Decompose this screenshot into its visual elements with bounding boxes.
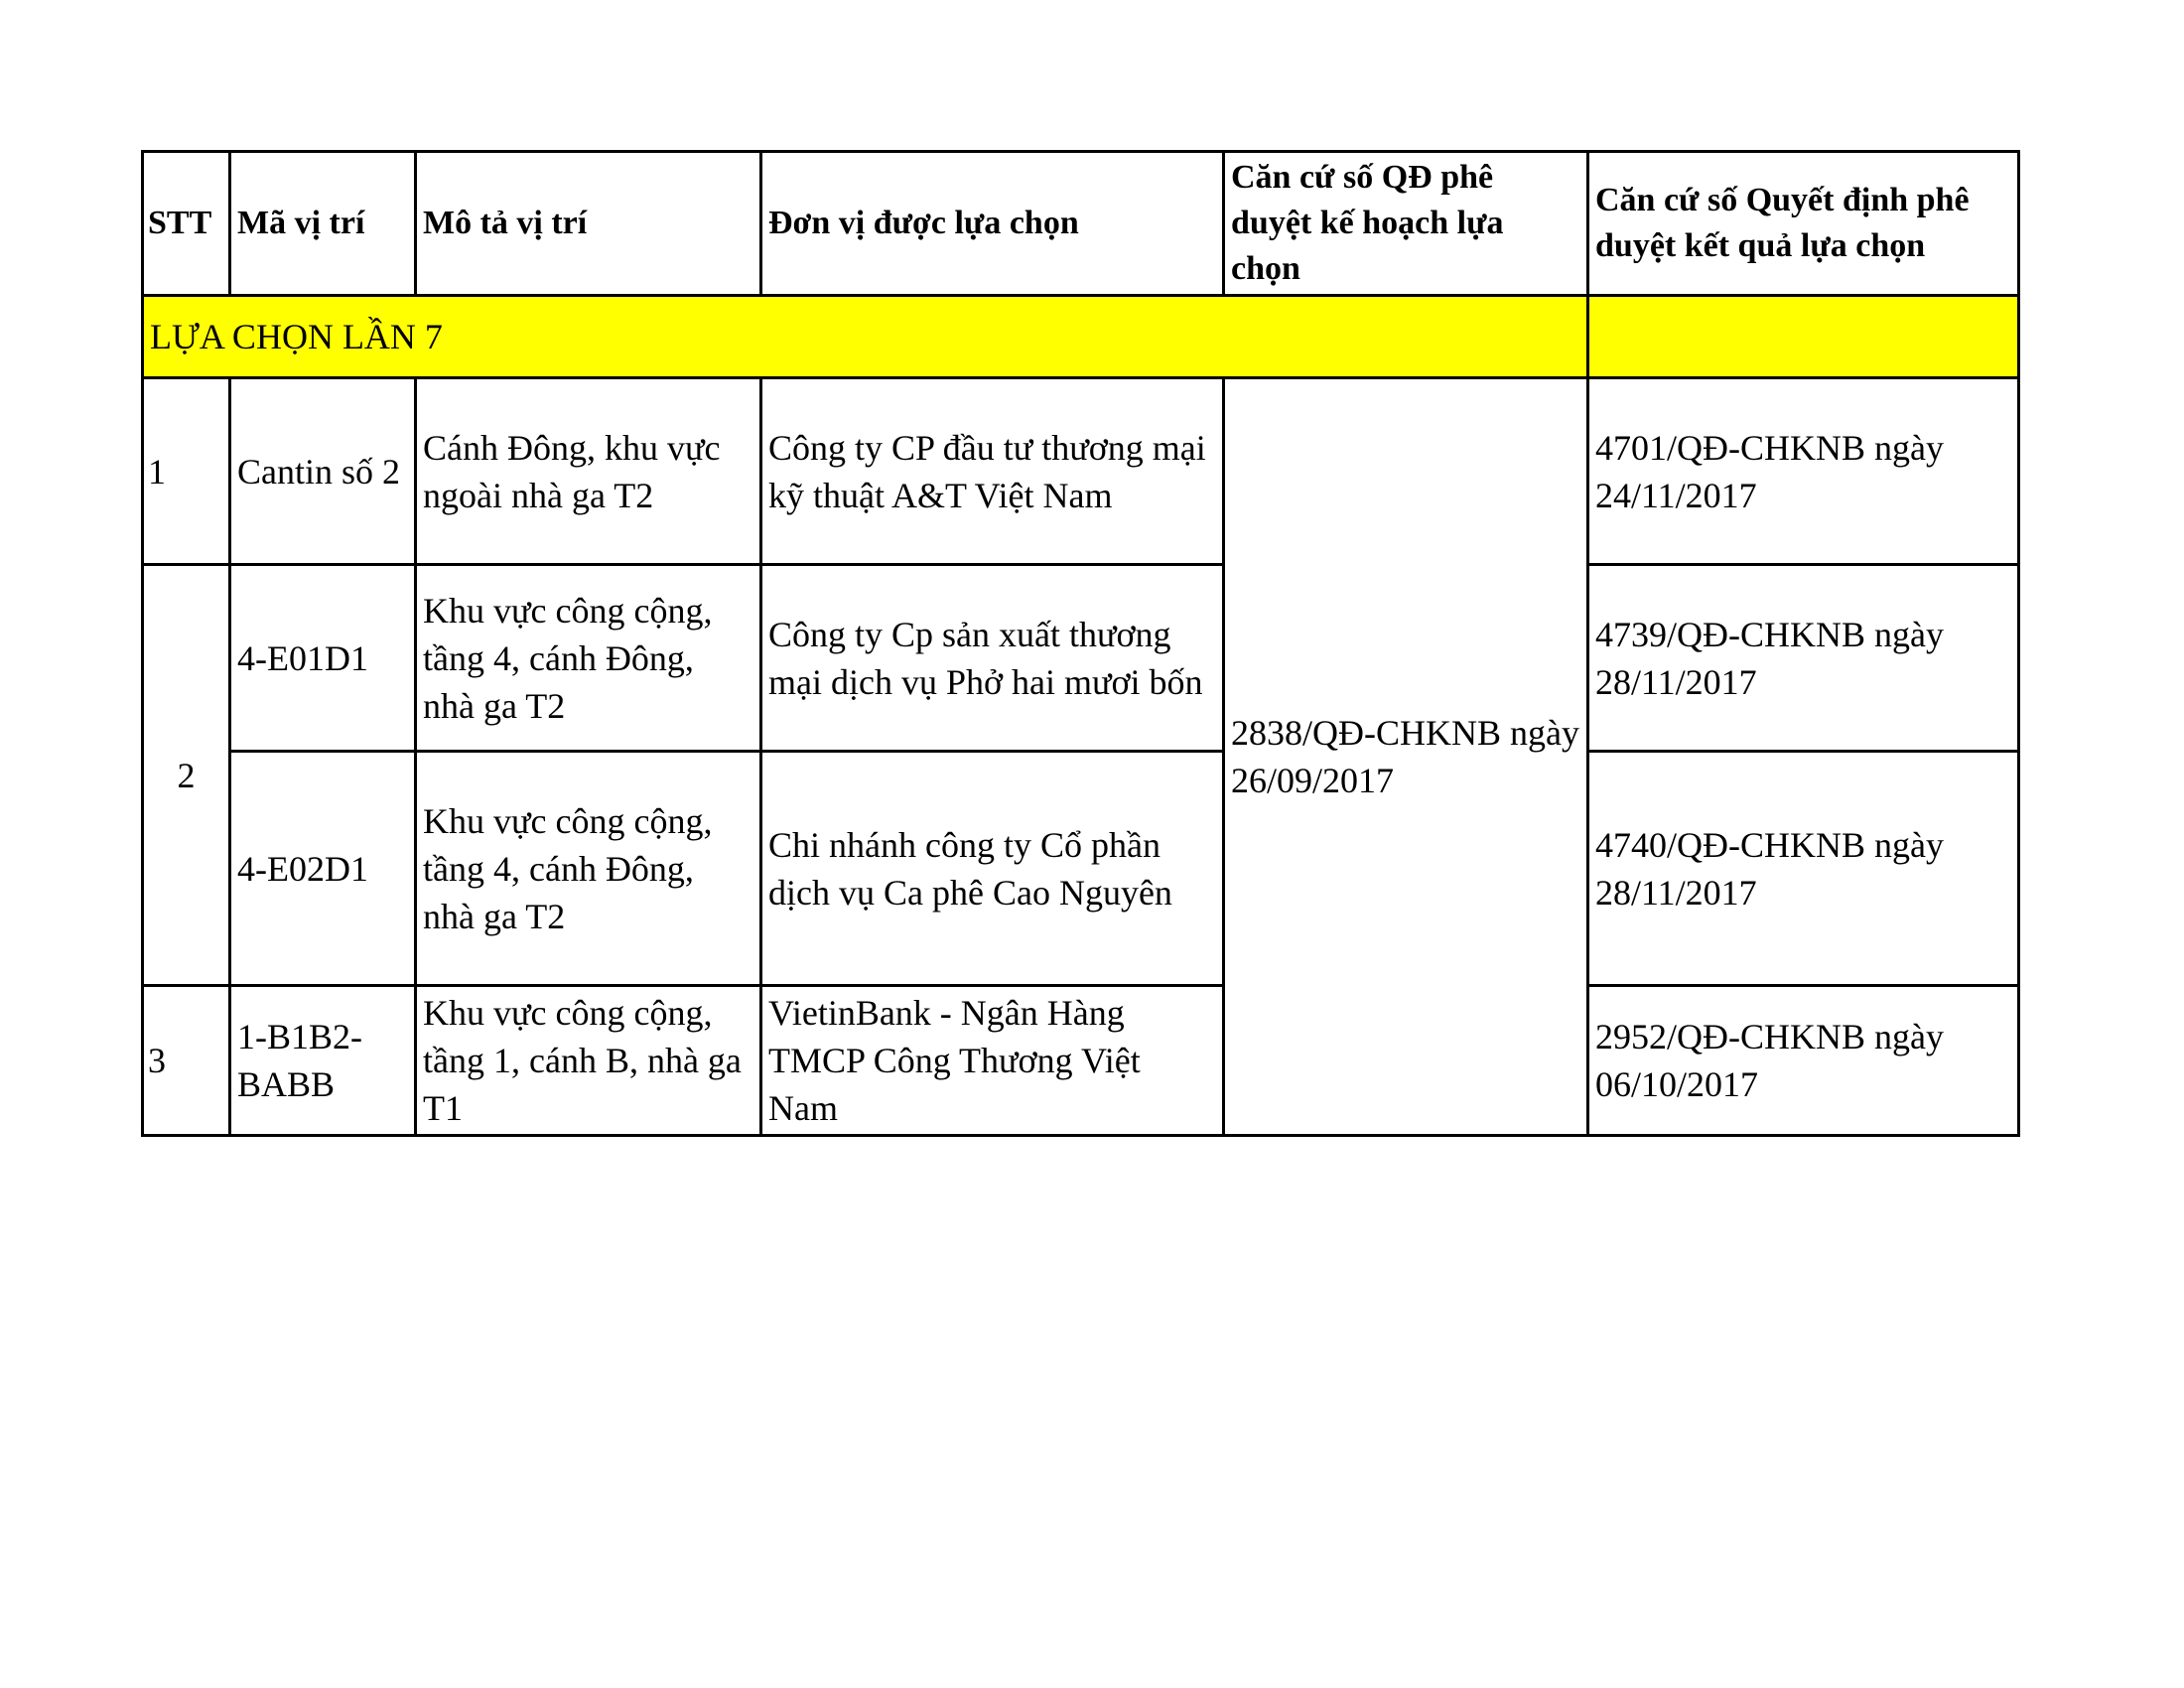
- row-mo-ta-vi-tri: Cánh Đông, khu vực ngoài nhà ga T2: [416, 378, 761, 565]
- header-ma-vi-tri: Mã vị trí: [230, 152, 416, 296]
- row-don-vi: Công ty Cp sản xuất thương mại dịch vụ Phở hai mươi bốn: [761, 565, 1224, 752]
- row-don-vi: VietinBank - Ngân Hàng TMCP Công Thương Việt Nam: [761, 986, 1224, 1136]
- header-don-vi: Đơn vị được lựa chọn: [761, 152, 1224, 296]
- row-don-vi: Chi nhánh công ty Cổ phần dịch vụ Ca phê Cao Nguyên: [761, 752, 1224, 986]
- row-ket-qua: 2952/QĐ-CHKNB ngày 06/10/2017: [1588, 986, 2019, 1136]
- row-ket-qua: 4701/QĐ-CHKNB ngày 24/11/2017: [1588, 378, 2019, 565]
- row-ma-vi-tri: Cantin số 2: [230, 378, 416, 565]
- row-don-vi: Công ty CP đầu tư thương mại kỹ thuật A&T Việt Nam: [761, 378, 1224, 565]
- row-mo-ta-vi-tri: Khu vực công cộng, tầng 4, cánh Đông, nhà ga T2: [416, 565, 761, 752]
- header-stt: STT: [143, 152, 230, 296]
- header-mo-ta-vi-tri: Mô tả vị trí: [416, 152, 761, 296]
- selection-results-table: [141, 150, 2020, 1137]
- table-row: [143, 752, 2019, 986]
- row-stt: 3: [143, 986, 230, 1136]
- header-can-cu-ket-qua: Căn cứ số Quyết định phê duyệt kết quả lựa chọn: [1588, 152, 2019, 296]
- row-mo-ta-vi-tri: Khu vực công cộng, tầng 1, cánh B, nhà ga T1: [416, 986, 761, 1136]
- section-row: [143, 296, 2019, 378]
- table-row: [143, 378, 2019, 565]
- row-ket-qua: 4740/QĐ-CHKNB ngày 28/11/2017: [1588, 752, 2019, 986]
- table-row: [143, 986, 2019, 1136]
- row-ma-vi-tri: 4-E01D1: [230, 565, 416, 752]
- table-row: [143, 565, 2019, 752]
- section-label: LỰA CHỌN LẦN 7: [143, 296, 1588, 378]
- row-mo-ta-vi-tri: Khu vực công cộng, tầng 4, cánh Đông, nhà ga T2: [416, 752, 761, 986]
- table-header-row: [143, 152, 2019, 296]
- row-ma-vi-tri: 4-E02D1: [230, 752, 416, 986]
- row-stt: 2: [143, 565, 230, 986]
- header-can-cu-ke-hoach: Căn cứ số QĐ phê duyệt kế hoạch lựa chọn: [1224, 152, 1588, 296]
- shared-plan-decision: 2838/QĐ-CHKNB ngày 26/09/2017: [1224, 378, 1588, 1136]
- row-ma-vi-tri: 1-B1B2-BABB: [230, 986, 416, 1136]
- row-stt: 1: [143, 378, 230, 565]
- section-empty-cell: [1588, 296, 2019, 378]
- row-ket-qua: 4739/QĐ-CHKNB ngày 28/11/2017: [1588, 565, 2019, 752]
